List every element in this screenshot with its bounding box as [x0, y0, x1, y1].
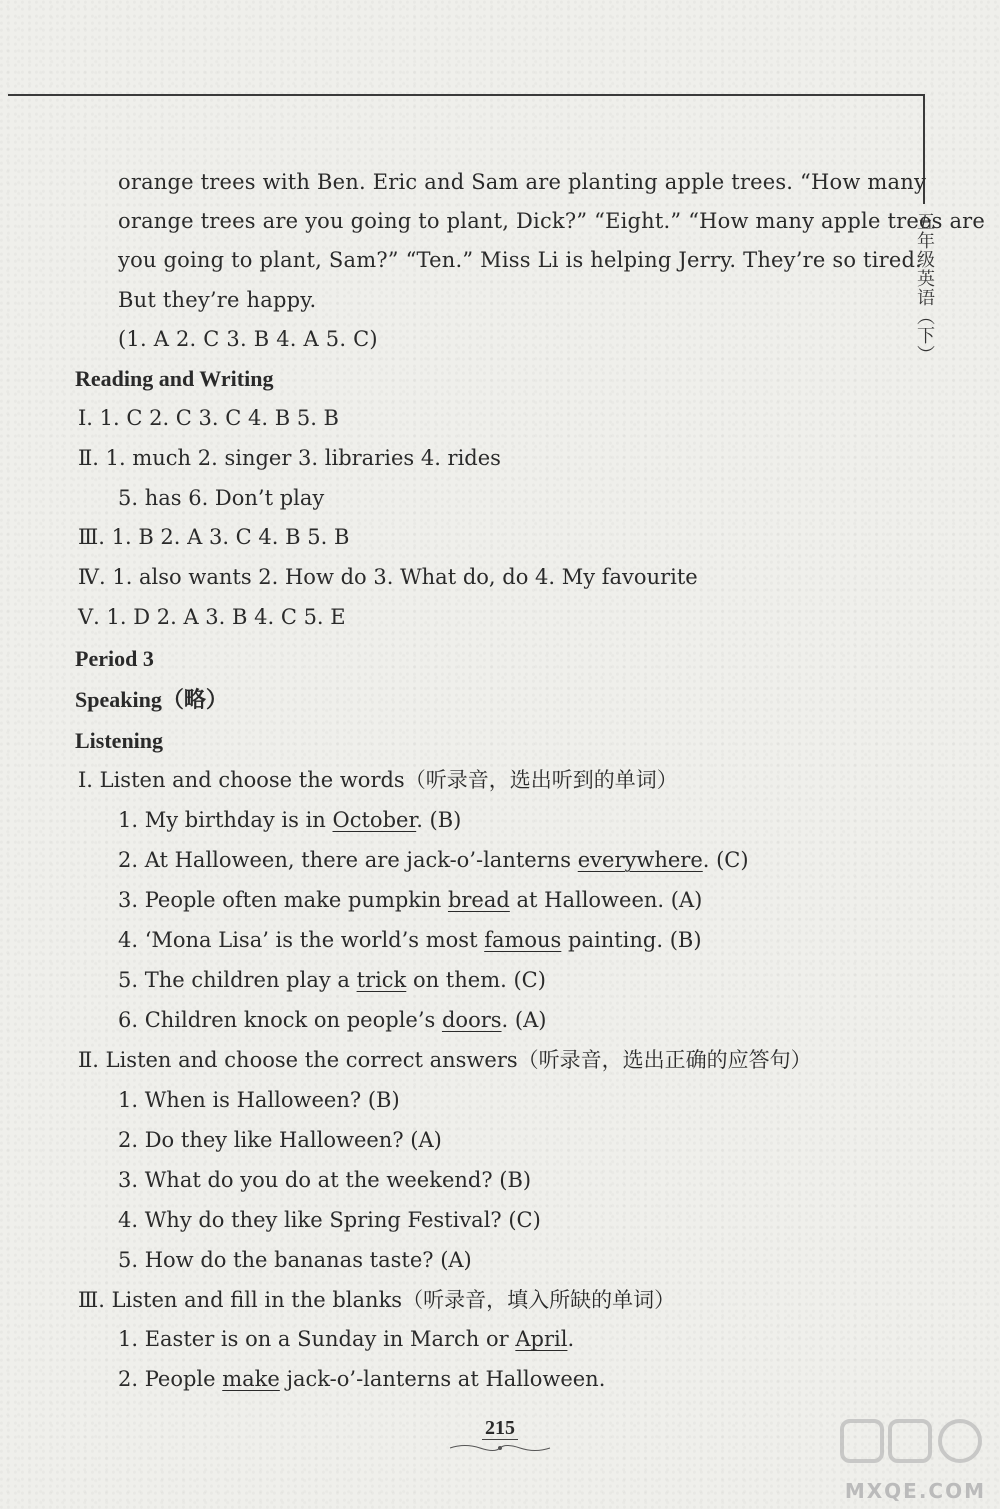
- list-item: 4. Why do they like Spring Festival? (C): [118, 1208, 541, 1232]
- item-answer: on them. (C): [406, 968, 546, 992]
- underlined-word: October: [332, 808, 417, 832]
- item-text: 3. People often make pumpkin: [118, 888, 448, 912]
- intro-line-3: you going to plant, Sam?” “Ten.” Miss Li is helping Jerry. They’re so tired.: [118, 248, 922, 272]
- intro-line-1: orange trees with Ben. Eric and Sam are planting apple trees. “How many: [118, 170, 927, 194]
- list-item: 5. How do the bananas taste? (A): [118, 1248, 472, 1272]
- list-item: [118, 1327, 574, 1351]
- item-text: 5. The children play a: [118, 968, 357, 992]
- underlined-word: famous: [484, 928, 562, 952]
- rw-item-2-cont: 5. has 6. Don’t play: [118, 486, 325, 510]
- item-text: 2. At Halloween, there are jack-o’-lanterns: [118, 848, 578, 872]
- list-item: [118, 1008, 546, 1032]
- list-item: [118, 968, 546, 992]
- listening-section-1-title: Ⅰ. Listen and choose the words（听录音，选出听到的单词）: [78, 768, 678, 792]
- underlined-word: make: [222, 1367, 280, 1391]
- item-text: 4. ‘Mona Lisa’ is the world’s most: [118, 928, 485, 952]
- item-answer: .: [567, 1327, 575, 1351]
- rw-item-4: Ⅳ. 1. also wants 2. How do 3. What do, do 4. My favourite: [78, 565, 698, 589]
- underlined-word: April: [515, 1327, 568, 1351]
- intro-answers: (1. A 2. C 3. B 4. A 5. C): [118, 327, 378, 351]
- intro-line-2: orange trees are you going to plant, Dick?” “Eight.” “How many apple trees are: [118, 209, 986, 233]
- listening-heading: Listening: [75, 728, 164, 753]
- list-item: [118, 848, 749, 872]
- list-item: 2. Do they like Halloween? (A): [118, 1128, 442, 1152]
- item-text: 2. People: [118, 1367, 223, 1391]
- rw-item-1: Ⅰ. 1. C 2. C 3. C 4. B 5. B: [78, 406, 339, 430]
- list-item: [118, 808, 461, 832]
- underlined-word: bread: [447, 888, 510, 912]
- listening-section-2-title: Ⅱ. Listen and choose the correct answers（听录音，选出正确的应答句）: [78, 1048, 812, 1072]
- list-item: 1. When is Halloween? (B): [118, 1088, 400, 1112]
- listening-section-3-title: Ⅲ. Listen and fill in the blanks（听录音，填入所缺的单词）: [78, 1288, 676, 1312]
- item-answer: . (B): [416, 808, 462, 832]
- rw-item-3: Ⅲ. 1. B 2. A 3. C 4. B 5. B: [78, 525, 350, 549]
- rw-item-5: Ⅴ. 1. D 2. A 3. B 4. C 5. E: [78, 605, 346, 629]
- intro-line-4: But they’re happy.: [118, 288, 317, 312]
- list-item: [118, 888, 702, 912]
- side-book-label: 五年级英语（下）: [914, 212, 935, 364]
- period-heading: Period 3: [75, 646, 154, 671]
- underlined-word: trick: [356, 968, 407, 992]
- watermark-text: MXQE.COM: [844, 1479, 986, 1503]
- header-rule: [8, 94, 923, 96]
- rw-item-2: Ⅱ. 1. much 2. singer 3. libraries 4. rides: [78, 446, 501, 470]
- item-answer: . (C): [702, 848, 749, 872]
- list-item: 3. What do you do at the weekend? (B): [118, 1168, 532, 1192]
- item-answer: at Halloween. (A): [509, 888, 703, 912]
- page-number: 215: [482, 1417, 518, 1440]
- list-item: [118, 1367, 605, 1391]
- item-text: 1. Easter is on a Sunday in March or: [118, 1327, 516, 1351]
- item-answer: painting. (B): [561, 928, 702, 952]
- item-answer: jack-o’-lanterns at Halloween.: [279, 1367, 606, 1391]
- item-text: 6. Children knock on people’s: [118, 1008, 442, 1032]
- underlined-word: everywhere: [577, 848, 703, 872]
- item-text: 1. My birthday is in: [118, 808, 333, 832]
- reading-writing-heading: Reading and Writing: [75, 366, 274, 391]
- speaking-heading: Speaking（略）: [75, 687, 228, 712]
- ornament-icon: [445, 1443, 555, 1453]
- list-item: [118, 928, 702, 952]
- underlined-word: doors: [441, 1008, 502, 1032]
- item-answer: . (A): [501, 1008, 547, 1032]
